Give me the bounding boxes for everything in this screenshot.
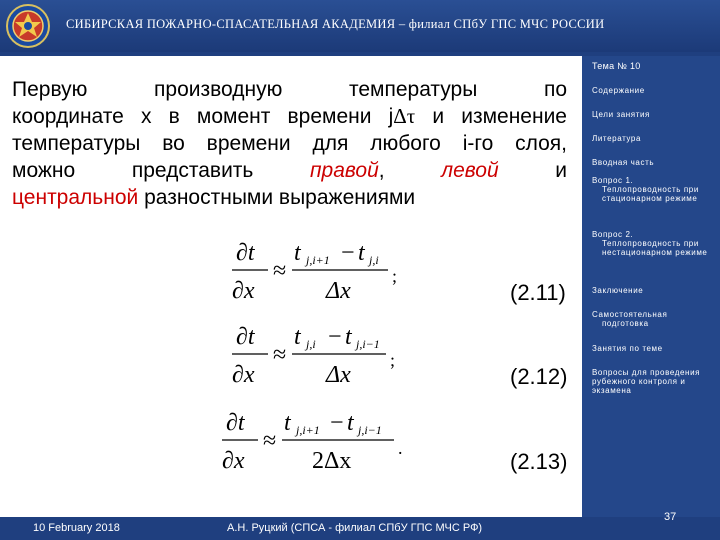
text-line-1: Первую производную температуры по [12, 78, 567, 101]
highlight-central: центральной [12, 186, 139, 209]
svg-text:Δx: Δx [326, 362, 351, 388]
sidebar-item-control-questions[interactable]: Вопросы для проведения рубежного контроля и экзамена [592, 368, 701, 395]
svg-text:≈: ≈ [263, 428, 277, 454]
svg-text:2Δx: 2Δx [312, 448, 352, 474]
text-line-4: можно представить правой, левой и [12, 159, 567, 182]
svg-text:∂t: ∂t [236, 324, 255, 350]
footer-date: 10 February 2018 [33, 522, 120, 534]
footer-author: А.Н. Руцкий (СПСА - филиал СПбУ ГПС МЧС РФ) [227, 522, 483, 534]
sidebar-topic: Тема № 10 [592, 61, 641, 71]
svg-text:Δx: Δx [326, 278, 351, 304]
equation-2-12 [228, 318, 418, 390]
svg-text:∂x: ∂x [222, 448, 245, 474]
text-line-3: температуры во времени для любого i-го слоя, [12, 132, 567, 155]
sidebar-item-lessons[interactable]: Занятия по теме [592, 344, 663, 353]
sidebar-item-question-2[interactable]: Вопрос 2. Теплопроводность при нестационарном режиме [592, 230, 708, 257]
sidebar-item-self-study[interactable]: Самостоятельная подготовка [592, 310, 668, 328]
svg-text:∂t: ∂t [226, 410, 245, 436]
equation-2-11 [228, 234, 418, 306]
page-number: 37 [664, 511, 677, 523]
equation-number-2-12: (2.12) [510, 364, 568, 389]
equation-number-2-13: (2.13) [510, 449, 568, 474]
sidebar-item-contents[interactable]: Содержание [592, 86, 645, 95]
sidebar-item-intro[interactable]: Вводная часть [592, 158, 655, 167]
slide-content [0, 56, 582, 517]
svg-text:t: t [345, 324, 352, 350]
svg-text:.: . [398, 438, 403, 458]
svg-text:j,i+1: j,i+1 [296, 423, 320, 437]
text-line-2: координате x в момент времени jΔτ и изменение [12, 104, 567, 128]
svg-text:−: − [328, 324, 342, 350]
svg-text:t: t [347, 410, 354, 436]
header-title: СИБИРСКАЯ ПОЖАРНО-СПАСАТЕЛЬНАЯ АКАДЕМИЯ – филиал СПбУ ГПС МЧС РОССИИ [66, 17, 605, 31]
svg-text:−: − [341, 240, 355, 266]
sidebar-item-conclusion[interactable]: Заключение [592, 286, 644, 295]
sidebar-nav [582, 56, 720, 517]
academy-emblem-icon [6, 4, 50, 48]
svg-text:t: t [294, 240, 301, 266]
svg-text:j,i−1: j,i−1 [356, 337, 380, 351]
svg-text:t: t [294, 324, 301, 350]
svg-text:;: ; [392, 266, 398, 286]
sidebar-item-question-1[interactable]: Вопрос 1. Теплопроводность при стационарном режиме [592, 176, 699, 203]
eq1-approx: ≈ [273, 258, 287, 284]
svg-text:t: t [358, 240, 365, 266]
sidebar-item-goals[interactable]: Цели занятия [592, 110, 650, 119]
svg-text:j,i−1: j,i−1 [358, 423, 382, 437]
eq1-lhs-num: ∂t [236, 240, 255, 266]
highlight-right: правой [310, 159, 379, 182]
equation-2-13 [218, 402, 418, 478]
equation-number-2-11: (2.11) [510, 280, 566, 305]
svg-text:∂x: ∂x [232, 362, 255, 388]
svg-text:j,i: j,i [306, 337, 316, 351]
text-line-5: центральной разностными выражениями [12, 186, 416, 209]
sidebar-item-literature[interactable]: Литература [592, 134, 642, 143]
svg-text:j,i: j,i [369, 253, 379, 267]
svg-text:j,i+1: j,i+1 [306, 253, 330, 267]
svg-text:t: t [284, 410, 291, 436]
header-bar [0, 0, 720, 52]
intro-paragraph [12, 76, 567, 211]
highlight-left: левой [441, 159, 499, 182]
svg-text:;: ; [390, 350, 396, 370]
svg-text:−: − [330, 410, 344, 436]
eq1-lhs-den: ∂x [232, 278, 255, 304]
svg-text:≈: ≈ [273, 342, 287, 368]
